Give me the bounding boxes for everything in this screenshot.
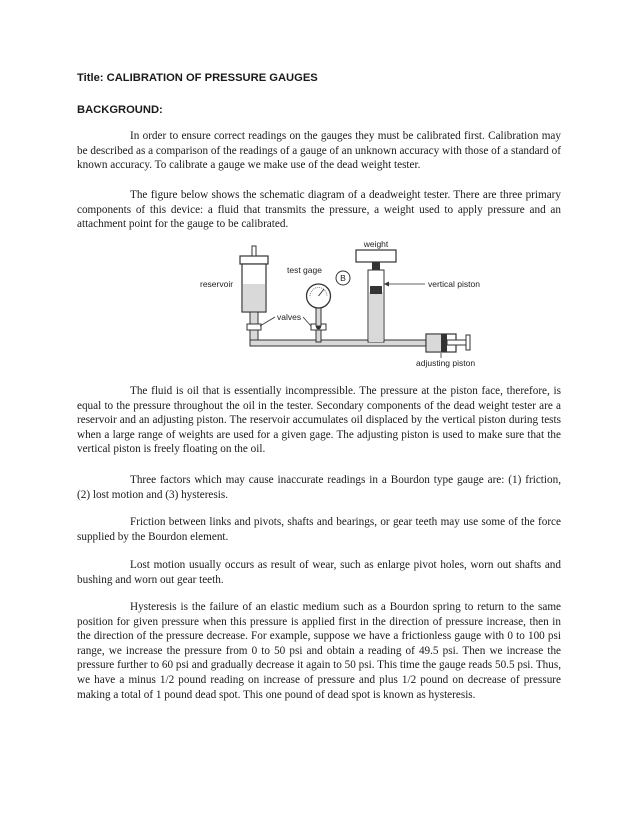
valve-left (247, 324, 261, 330)
paragraph-fluid-oil: The fluid is oil that is essentially incompressible. The pressure at the piston face, therefore, is equal to the pressure throughout the oil in the tester. Secondary components of the dead weight tester are a reservoir and an adjusting piston. The reservoir accumulates oil displaced by the vertical piston during tests when a large range of weights are used for a given gage. The adjusting piston is used to make sure that the vertical piston is freely floating on the oil. (77, 385, 561, 456)
paragraph-calibration-intro: In order to ensure correct readings on the gauges they must be calibrated first. Calibration may be described as a comparison of the readings of a gauge of an unknown accuracy with those of a standard of known accuracy. To calibrate a gauge we make use of the dead weight tester. (77, 130, 561, 172)
paragraph-hysteresis: Hysteresis is the failure of an elastic medium such as a Bourdon spring to return to the same position for given pressure when this pressure is applied first in the direction of pressure increase, then in the direction of the pressure decrease. For example, suppose we have a frictionless gauge with 0 to 100 psi range, we increase the pressure from 0 to 50 psi and obtain a reading of 49.5 psi. Then we increase the pressure further to 60 psi and gradually decrease it again to 50 psi. This time the gauge reads 50.5 psi. Thus, we have a minus 1/2 pound reading on increase of pressure and plus 1/2 pound on decrease of pressure making a total of 1 pound dead spot. This one pound of dead spot is known as hysteresis. (77, 601, 561, 701)
adjusting-piston-assembly (426, 334, 470, 352)
piston-head (370, 286, 382, 294)
document-title (77, 71, 567, 86)
title-text: CALIBRATION OF PRESSURE GAUGES (106, 72, 318, 84)
adjusting-piston-label: adjusting piston (416, 358, 476, 368)
paragraph-three-factors: Three factors which may cause inaccurate readings in a Bourdon type gauge are: (1) friction, (2) lost motion and (3) hysteresis. (77, 474, 561, 501)
vertical-piston-label: vertical piston (428, 279, 480, 289)
valves-label: valves (277, 312, 302, 322)
section-heading-background: BACKGROUND: (77, 104, 163, 116)
paragraph-deadweight-description: The figure below shows the schematic diagram of a deadweight tester. There are three primary components of this device: a fluid that transmits the pressure, a weight used to apply pressure and an attachment point for the gauge to be calibrated. (77, 189, 561, 231)
paragraph-lost-motion: Lost motion usually occurs as result of wear, such as enlarge pivot holes, worn out shafts and bushing and worn out gear teeth. (77, 559, 561, 586)
vertical-piston-assembly (356, 250, 396, 342)
title-label: Title: (77, 72, 104, 84)
paragraph-friction: Friction between links and pivots, shafts and bearings, or gear teeth may use some of the force supplied by the Bourdon element. (77, 516, 561, 543)
reservoir-label: reservoir (200, 279, 234, 289)
gage-marker-label: B (340, 273, 346, 283)
deadweight-tester-diagram (180, 240, 480, 376)
test-gage-label: test gage (287, 265, 322, 275)
reservoir-oil (243, 284, 265, 311)
weight-plate (356, 250, 396, 262)
oil-pipe (250, 328, 426, 346)
test-gage (307, 271, 351, 326)
weight-label: weight (363, 240, 389, 249)
